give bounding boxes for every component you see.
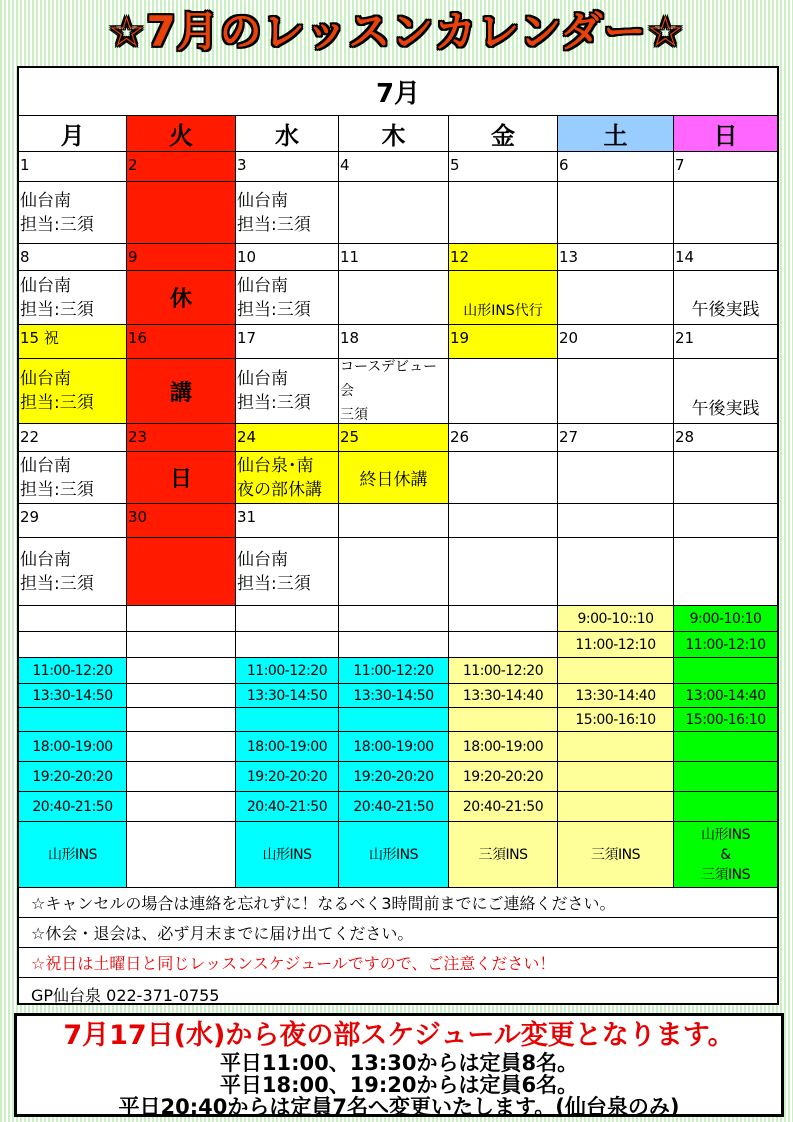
schedule-cell: 11:00-12:20 [449,658,558,684]
schedule-cell: 山形INS [19,822,127,888]
date-number [558,504,674,538]
schedule-cell [19,632,127,658]
event-cell: コースデビュー会 三須 [339,359,449,424]
schedule-cell [449,606,558,632]
schedule-cell: 19:20-20:20 [236,762,339,792]
date-number: 18 [339,325,449,359]
schedule-cell: 13:30-14:50 [339,684,449,708]
date-number: 23 [127,424,236,452]
event-cell: 午後実践 [674,359,777,424]
date-number [449,504,558,538]
schedule-cell [558,658,674,684]
schedule-cell: 9:00-10:10 [674,606,777,632]
date-number: 1 [19,152,127,182]
date-number [674,504,777,538]
event-cell: 休 [127,271,236,325]
banner-line: 平日18:00、19:20からは定員6名。 [219,1073,579,1097]
schedule-cell: 11:00-12:20 [339,658,449,684]
event-cell [127,538,236,606]
event-cell [339,182,449,244]
schedule-cell [127,606,236,632]
schedule-cell [127,632,236,658]
date-number: 26 [449,424,558,452]
weekday-header: 火 [127,116,236,152]
event-cell: 仙台泉･南 夜の部休講 [236,452,339,504]
banner-line: 平日20:40からは定員7名へ変更いたします。(仙台泉のみ) [118,1095,680,1119]
date-number: 25 [339,424,449,452]
weekday-header: 水 [236,116,339,152]
schedule-cell [236,708,339,732]
date-number: 14 [674,244,777,271]
event-cell [674,452,777,504]
event-cell [449,359,558,424]
schedule-cell [127,822,236,888]
date-number: 24 [236,424,339,452]
event-cell [558,182,674,244]
date-number: 10 [236,244,339,271]
schedule-cell: 13:30-14:50 [19,684,127,708]
schedule-cell [127,684,236,708]
schedule-cell [339,708,449,732]
date-number: 16 [127,325,236,359]
schedule-cell: 山形INS & 三須INS [674,822,777,888]
schedule-cell: 9:00-10::10 [558,606,674,632]
schedule-cell [127,658,236,684]
date-number: 2 [127,152,236,182]
schedule-cell [674,762,777,792]
notice-line: ☆キャンセルの場合は連絡を忘れずに！なるべく3時間前までにご連絡ください。 [19,888,777,918]
date-number: 30 [127,504,236,538]
date-number: 28 [674,424,777,452]
schedule-cell [558,762,674,792]
schedule-change-banner [14,1013,784,1117]
date-number: 5 [449,152,558,182]
date-number: 29 [19,504,127,538]
notice-line: GP仙台泉 022-371-0755 [31,985,220,1005]
schedule-cell: 18:00-19:00 [19,732,127,762]
event-cell [339,271,449,325]
schedule-cell [236,606,339,632]
schedule-cell: 15:00-16:10 [558,708,674,732]
schedule-cell [127,732,236,762]
schedule-cell [339,606,449,632]
schedule-cell: 20:40-21:50 [339,792,449,822]
event-cell: 仙台南 担当:三須 [236,182,339,244]
schedule-cell [19,708,127,732]
schedule-cell: 13:30-14:40 [449,684,558,708]
schedule-cell: 三須INS [558,822,674,888]
date-number: 22 [19,424,127,452]
schedule-cell: 19:20-20:20 [449,762,558,792]
schedule-cell: 13:30-14:40 [558,684,674,708]
schedule-cell: 13:30-14:50 [236,684,339,708]
event-cell: 仙台南 担当:三須 [19,271,127,325]
schedule-cell: 18:00-19:00 [449,732,558,762]
event-cell: 終日休講 [339,452,449,504]
schedule-cell: 20:40-21:50 [19,792,127,822]
date-number: 4 [339,152,449,182]
event-cell [558,271,674,325]
weekday-header: 金 [449,116,558,152]
schedule-cell: 11:00-12:10 [558,632,674,658]
schedule-cell [558,732,674,762]
schedule-cell [449,632,558,658]
schedule-cell: 11:00-12:10 [674,632,777,658]
event-cell [449,182,558,244]
date-number: 6 [558,152,674,182]
schedule-cell: 三須INS [449,822,558,888]
schedule-cell [127,762,236,792]
event-cell: 日 [127,452,236,504]
event-cell: 仙台南 担当:三須 [236,359,339,424]
notice-line: ☆休会・退会は、必ず月末までに届け出てください。 [19,918,777,948]
event-cell [674,538,777,606]
date-number: 21 [674,325,777,359]
event-cell [558,452,674,504]
banner-line: 平日11:00、13:30からは定員8名。 [219,1051,579,1075]
schedule-cell: 15:00-16:10 [674,708,777,732]
schedule-cell [674,792,777,822]
weekday-header: 木 [339,116,449,152]
event-cell: 仙台南 担当:三須 [19,182,127,244]
event-cell: 山形INS代行 [449,271,558,325]
weekday-header: 日 [674,116,777,152]
date-number: 15 祝 [19,325,127,359]
date-number: 9 [127,244,236,271]
schedule-cell: 11:00-12:20 [19,658,127,684]
schedule-cell [339,632,449,658]
schedule-cell: 20:40-21:50 [449,792,558,822]
event-cell [127,182,236,244]
date-number: 13 [558,244,674,271]
weekday-header: 土 [558,116,674,152]
schedule-cell [236,632,339,658]
schedule-cell: 18:00-19:00 [236,732,339,762]
schedule-cell: 18:00-19:00 [339,732,449,762]
event-cell: 午後実践 [674,271,777,325]
schedule-cell [674,658,777,684]
notice-line: ☆祝日は土曜日と同じレッスンスケジュールですので、ご注意ください！ [19,948,777,978]
event-cell [674,182,777,244]
schedule-cell [558,792,674,822]
month-header: 7月 [19,68,777,116]
date-number: 31 [236,504,339,538]
lesson-calendar [17,66,779,1005]
event-cell [558,359,674,424]
date-number: 20 [558,325,674,359]
schedule-cell: 20:40-21:50 [236,792,339,822]
event-cell: 仙台南 担当:三須 [236,271,339,325]
event-cell [339,538,449,606]
date-number: 27 [558,424,674,452]
event-cell [449,538,558,606]
event-cell: 仙台南 担当:三須 [19,452,127,504]
page-title: ☆7月のレッスンカレンダー☆ [107,7,686,56]
schedule-cell [127,792,236,822]
date-number: 17 [236,325,339,359]
banner-headline: 7月17日(水)から夜の部スケジュール変更となります。 [63,1020,735,1051]
date-number: 3 [236,152,339,182]
schedule-cell: 11:00-12:20 [236,658,339,684]
event-cell: 仙台南 担当:三須 [236,538,339,606]
event-cell: 仙台南 担当:三須 [19,359,127,424]
schedule-cell: 山形INS [339,822,449,888]
schedule-cell [127,708,236,732]
schedule-cell: 13:00-14:40 [674,684,777,708]
date-number: 12 [449,244,558,271]
weekday-header: 月 [19,116,127,152]
date-number: 7 [674,152,777,182]
event-cell [558,538,674,606]
schedule-cell [19,606,127,632]
schedule-cell [449,708,558,732]
schedule-cell [674,732,777,762]
event-cell: 講 [127,359,236,424]
date-number: 19 [449,325,558,359]
schedule-cell: 19:20-20:20 [19,762,127,792]
event-cell: 仙台南 担当:三須 [19,538,127,606]
event-cell [449,452,558,504]
schedule-cell: 19:20-20:20 [339,762,449,792]
date-number: 11 [339,244,449,271]
schedule-cell: 山形INS [236,822,339,888]
date-number: 8 [19,244,127,271]
date-number [339,504,449,538]
